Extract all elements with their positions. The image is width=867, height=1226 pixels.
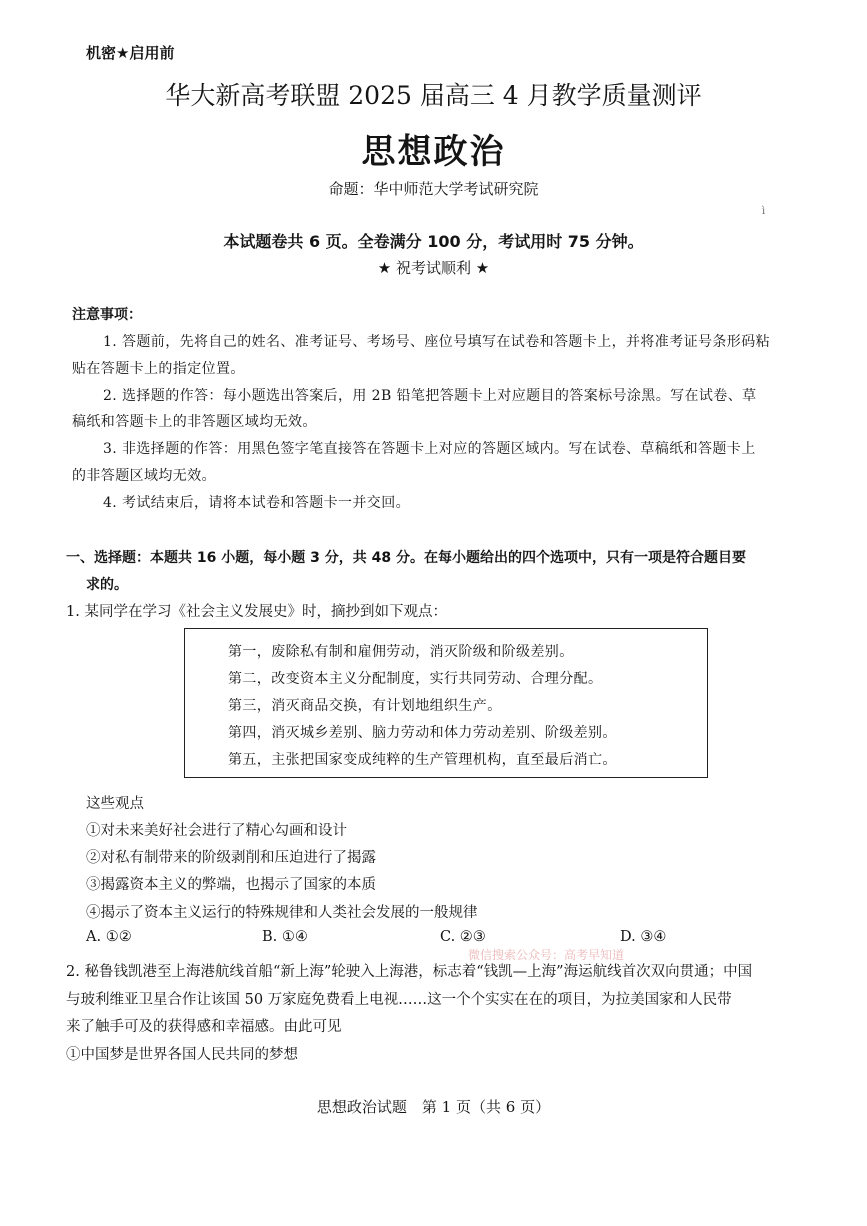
quote-line-5: 第五，主张把国家变成纯粹的生产管理机构，直至最后消亡。 [228, 752, 617, 768]
notice-item-2-line-1: 2. 选择题的作答：每小题选出答案后，用 2B 铅笔把答题卡上对应题目的答案标号涂黑。写在试卷、草 [103, 388, 757, 404]
watermark-text: 微信搜索公众号：高考早知道 [468, 948, 625, 962]
quote-line-1: 第一，废除私有制和雇佣劳动，消灭阶级和阶级差别。 [228, 644, 574, 660]
quote-line-3: 第三，消灭商品交换，有计划地组织生产。 [228, 698, 502, 714]
good-luck-line: ★ 祝考试顺利 ★ [377, 259, 490, 277]
exam-info: 本试题卷共 6 页。全卷满分 100 分，考试用时 75 分钟。 [223, 232, 644, 251]
question-2-line-2: 与玻利维亚卫星合作让该国 50 万家庭免费看上电视……这一个个实实在在的项目，为拉美国家和人民带 [66, 992, 732, 1008]
notice-heading: 注意事项： [72, 307, 142, 323]
question-2-statement-1: ①中国梦是世界各国人民共同的梦想 [66, 1047, 298, 1063]
quote-line-4: 第四，消灭城乡差别、脑力劳动和体力劳动差别、阶级差别。 [228, 725, 617, 741]
notice-item-4-line-1: 4. 考试结束后，请将本试卷和答题卡一并交回。 [103, 495, 411, 511]
notice-item-3-line-1: 3. 非选择题的作答：用黑色签字笔直接答在答题卡上对应的答题区域内。写在试卷、草稿纸和答题卡上 [103, 441, 756, 457]
author-line: 命题：华中师范大学考试研究院 [328, 180, 539, 198]
question-1-stem: 1. 某同学在学习《社会主义发展史》时，摘抄到如下观点： [66, 604, 447, 620]
statement-1: ①对未来美好社会进行了精心勾画和设计 [86, 823, 347, 839]
confidential-label: 机密★启用前 [86, 44, 175, 62]
section-heading-line-2: 求的。 [86, 577, 128, 593]
notice-item-1-line-1: 1. 答题前，先将自己的姓名、准考证号、考场号、座位号填写在试卷和答题卡上，并将准考证号条形码粘 [103, 334, 771, 350]
section-heading-line-1: 一、选择题：本题共 16 小题，每小题 3 分，共 48 分。在每小题给出的四个选项中，只有一项是符合题目要 [66, 550, 746, 566]
page-footer: 思想政治试题 第 1 页（共 6 页） [316, 1098, 551, 1116]
option-c: C. ②③ [440, 929, 486, 945]
notice-item-1-line-2: 贴在答题卡上的指定位置。 [72, 361, 245, 377]
notice-item-2-line-2: 稿纸和答题卡上的非答题区域均无效。 [72, 414, 317, 430]
question-2-line-3: 来了触手可及的获得感和幸福感。由此可见 [66, 1019, 342, 1035]
subject-title: 思想政治 [361, 132, 506, 172]
exam-title: 华大新高考联盟 2025 届高三 4 月教学质量测评 [165, 81, 702, 110]
option-d: D. ③④ [620, 929, 667, 945]
option-b: B. ①④ [262, 929, 308, 945]
statement-2: ②对私有制带来的阶级剥削和压迫进行了揭露 [86, 850, 376, 866]
question-2-line-1: 2. 秘鲁钱凯港至上海港航线首船“新上海”轮驶入上海港，标志着“钱凯—上海”海运航线首次双向贯通；中国 [66, 964, 753, 980]
question-1-lead: 这些观点 [86, 796, 144, 812]
scan-mark: ì [762, 206, 766, 217]
statement-4: ④揭示了资本主义运行的特殊规律和人类社会发展的一般规律 [86, 905, 478, 921]
quote-line-2: 第二，改变资本主义分配制度，实行共同劳动、合理分配。 [228, 671, 603, 687]
notice-item-3-line-2: 的非答题区域均无效。 [72, 468, 216, 484]
statement-3: ③揭露资本主义的弊端，也揭示了国家的本质 [86, 877, 376, 893]
option-a: A. ①② [86, 929, 132, 945]
